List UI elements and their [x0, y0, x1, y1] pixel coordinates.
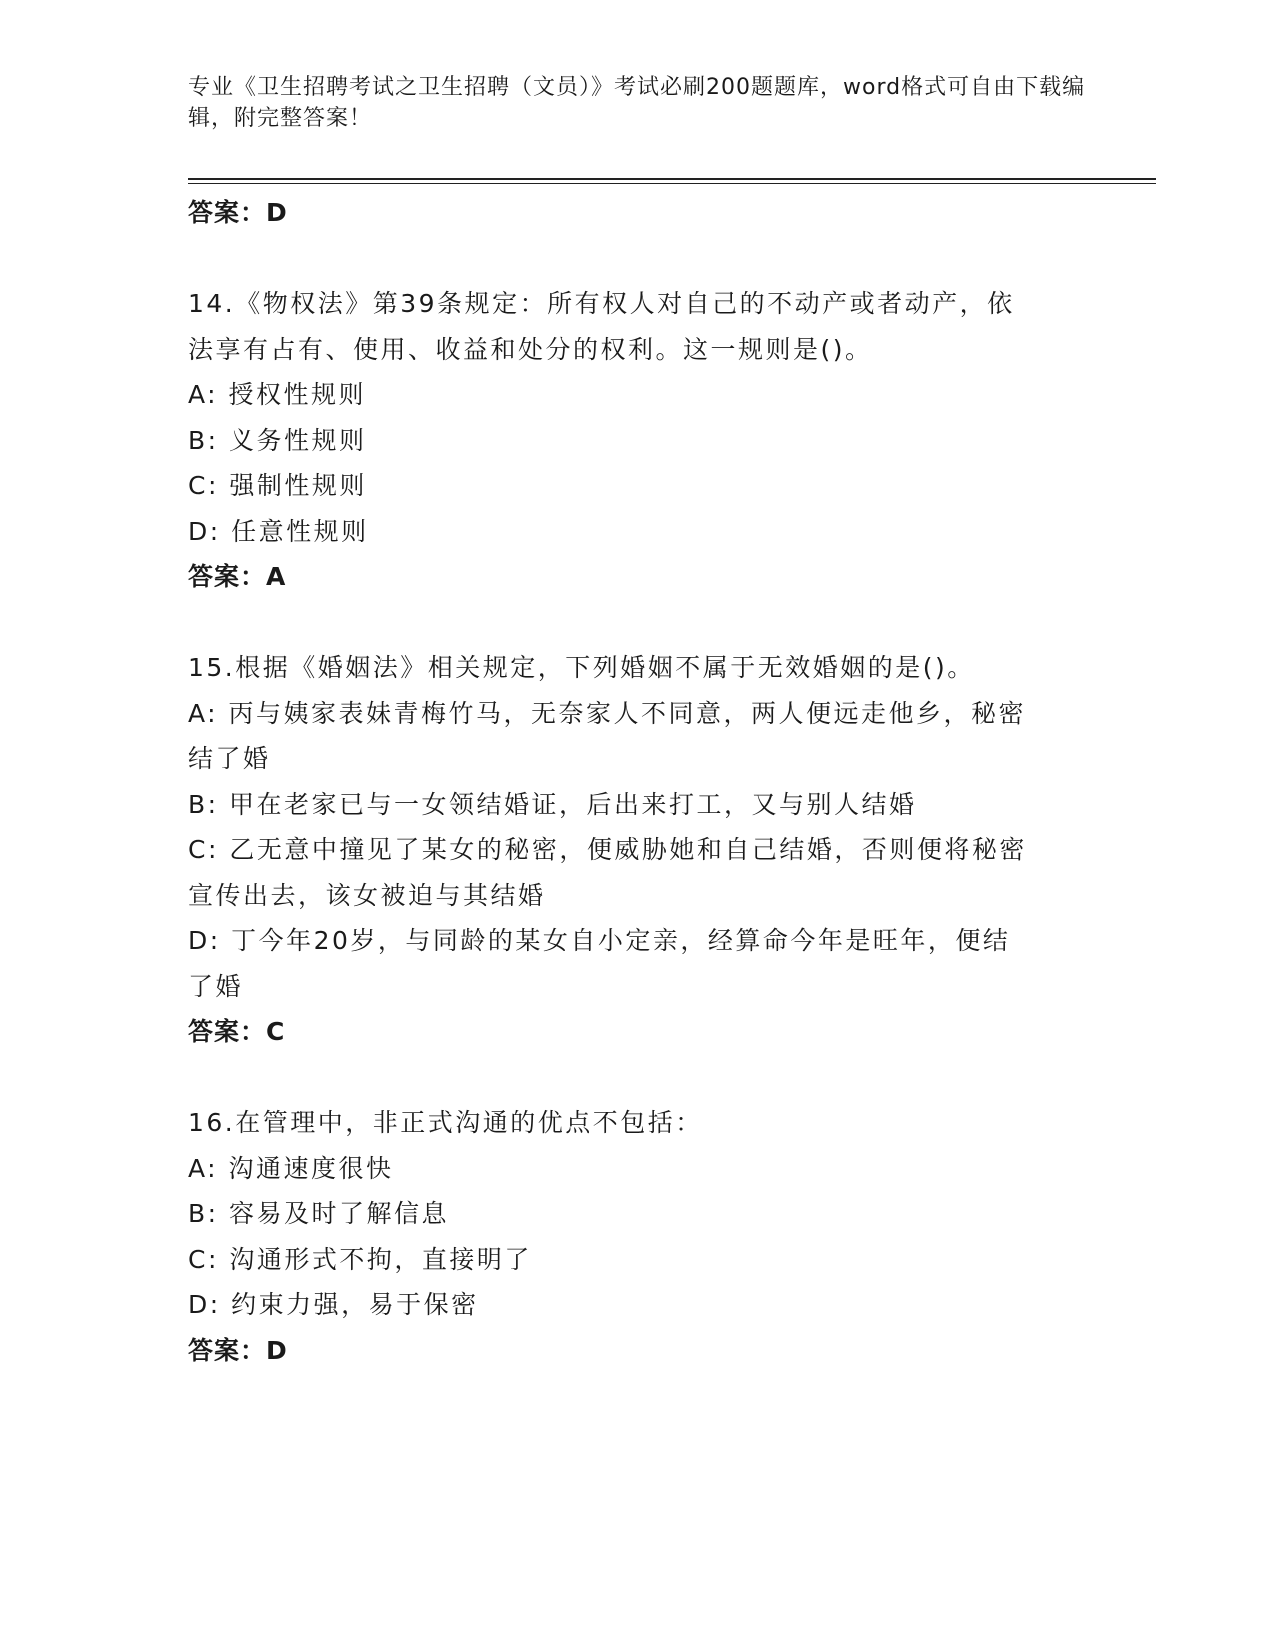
option-c: C: 乙无意中撞见了某女的秘密，便威胁她和自己结婚，否则便将秘密: [188, 835, 1027, 864]
option-a: A: 丙与姨家表妹青梅竹马，无奈家人不同意，两人便远走他乡，秘密: [188, 698, 1027, 728]
question-stem-line: 14.《物权法》第39条规定：所有权人对自己的不动产或者动产，依: [188, 289, 1015, 318]
option-a: A: 授权性规则: [188, 380, 367, 409]
answer-q14: 答案：A: [188, 562, 287, 591]
spacer: [188, 600, 1088, 646]
question-16: [188, 1100, 1088, 1373]
spacer: [188, 1055, 1088, 1101]
option-d: D: 丁今年20岁，与同龄的某女自小定亲，经算命今年是旺年，便结: [188, 926, 1011, 955]
option-a: A: 沟通速度很快: [188, 1153, 394, 1183]
question-stem-line: 法享有占有、使用、收益和处分的权利。这一规则是()。: [188, 334, 873, 364]
option-a-continued: 结了婚: [188, 744, 271, 773]
option-b: B: 甲在老家已与一女领结婚证，后出来打工，又与别人结婚: [188, 789, 917, 819]
option-d: D: 约束力强，易于保密: [188, 1290, 479, 1319]
answer-q16: 答案：D: [188, 1335, 288, 1365]
answer-q13: 答案：D: [188, 198, 288, 227]
option-c: C: 强制性规则: [188, 471, 367, 500]
spacer: [188, 236, 1088, 282]
option-c: C: 沟通形式不拘，直接明了: [188, 1244, 532, 1274]
document-header: [188, 72, 1088, 134]
question-15: [188, 645, 1088, 1055]
question-stem: 15.根据《婚姻法》相关规定，下列婚姻不属于无效婚姻的是()。: [188, 653, 975, 682]
header-text: 专业《卫生招聘考试之卫生招聘（文员）》考试必刷200题题库，word格式可自由下载编辑，附完整答案！: [188, 75, 1086, 131]
option-b: B: 容易及时了解信息: [188, 1199, 450, 1228]
question-list: [188, 190, 1088, 1373]
header-divider-thick: [188, 178, 1156, 180]
question-stem: 16.在管理中，非正式沟通的优点不包括：: [188, 1108, 703, 1137]
option-c-continued: 宣传出去，该女被迫与其结婚: [188, 880, 546, 910]
question-14: [188, 281, 1088, 600]
option-d: D: 任意性规则: [188, 516, 369, 546]
answer-q15: 答案：C: [188, 1017, 286, 1046]
option-d-continued: 了婚: [188, 971, 244, 1001]
header-divider-thin: [188, 183, 1156, 184]
option-b: B: 义务性规则: [188, 425, 367, 455]
